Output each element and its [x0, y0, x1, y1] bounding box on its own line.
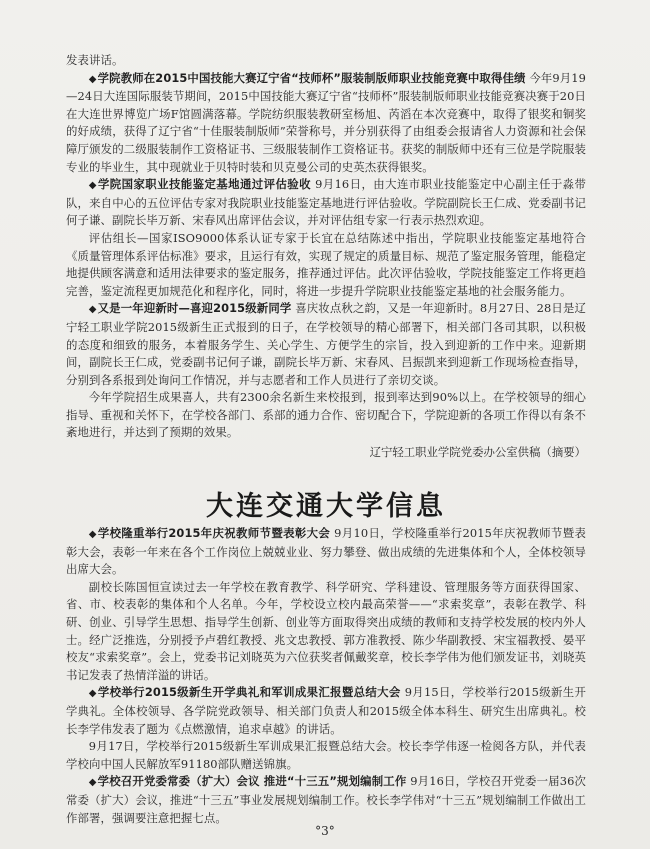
source-attribution: 辽宁轻工职业学院党委办公室供稿（摘要） [369, 445, 586, 460]
article-heading: 学院国家职业技能鉴定基地通过评估验收 [97, 177, 311, 192]
section-title: 大连交通大学信息 [206, 491, 446, 522]
lead-text: 发表讲话。 [66, 53, 124, 67]
article-party-meeting [66, 773, 586, 827]
article-body-paragraph: 9月17日，学校举行2015级新生军训成果汇报暨总结大会。校长李学伟逐一检阅各方队，并代表学校向中国人民解放军91180部队赠送锦旗。 [66, 739, 586, 771]
bullet-diamond-icon: ◆ [88, 777, 97, 789]
page-number: °3° [315, 824, 335, 838]
article-body: 9月16日，学校召开党委一届36次常委（扩大）会议，推进“十三五”事业发展规划编制工作。校长李学伟对“十三五”规划编制工作做出工作部署，强调要注意把握七点。 [66, 774, 586, 825]
section-two-body [66, 525, 586, 827]
section-two [66, 484, 586, 523]
article-heading: 学校举行2015级新生开学典礼和军训成果汇报暨总结大会 [97, 685, 401, 700]
bullet-diamond-icon: ◆ [88, 73, 97, 85]
article-heading: 学校隆重举行2015年庆祝教师节暨表彰大会 [97, 526, 331, 540]
article-body: 9月10日，学校隆重举行2015年庆祝教师节暨表彰大会，表彰一年来在各个工作岗位上兢兢业业、努力攀登、做出成绩的先进集体和个人，全体校领导出席大会。 [66, 526, 586, 577]
article-body: 喜庆妆点秋之韵，又是一年迎新时。8月27日、28日是辽宁轻工职业学院2015级新生正式报到的日子，在学校领导的精心部署下，相关部门各司其职，以积极的态度和细致的服务，本着服务学生、关心学生、方便学生的宗旨，投入到迎新的工作中来。迎新期间，副院长王仁成，党委副书记何子谦，副院长毕万新、宋春风、吕振凯来到迎新工作现场检查指导，分别到各系报到处询问工作情况，并与志愿者和工作人员进行了亲切交谈。 [66, 301, 586, 387]
article-body: 今年9月19—24日大连国际服装节期间，2015中国技能大赛辽宁省“技师杯”服装制版师职业技能竞赛决赛于20日在大连世界博览广场F馆圆满落幕。学院纺织服装教研室杨旭、芮滔在本次竞赛中，取得了银奖和铜奖的好成绩，获得了辽宁省“十佳服装制版师”荣誉称号，并分别获得了由组委会报请省人力资源和社会保障厅颁发的二级服装制作工资格证书、三级服装制作工资格证书。获奖的制版师中还有三位是学院服装专业的毕业生，其中现就业于贝特时装和贝克曼公司的史英杰获得银奖。 [66, 70, 587, 174]
article-heading: 学校召开党委常委（扩大）会议 推进“十三五”规划编制工作 [97, 774, 407, 789]
article-body: 9月15日，学校举行2015级新生开学典礼。全体校领导、各学院党政领导、相关部门负责人和2015级全体本科生、研究生出席典礼。校长李学伟发表了题为《点燃激情，追求卓越》的讲话。 [66, 685, 586, 736]
article-graduates-awards [66, 70, 586, 177]
article-skill-base [66, 176, 586, 230]
article-heading: 学院教师在2015中国技能大赛辽宁省“技师杯”服装制版师职业技能竞赛中取得佳绩 [97, 70, 526, 85]
bullet-diamond-icon: ◆ [88, 529, 97, 540]
article-body-paragraph: 今年学院招生成果喜人，共有2300余名新生来校报到，报到率达到90%以上。在学校领导的细心指导、重视和关怀下，在学校各部门、系部的通力合作、密切配合下，学院迎新的各项工作得以有条不紊地进行，并达到了预期的效果。 [66, 390, 586, 440]
article-freshmen [66, 300, 586, 389]
article-body-paragraph: 评估组长—国家ISO9000体系认证专家于长宜在总结陈述中指出，学院职业技能鉴定基地符合《质量管理体系评估标准》要求，且运行有效，实现了规定的质量目标、规范了鉴定服务管理，能稳定地提供顾客满意和适用法律要求的鉴定服务，推荐通过评估。此次评估验收，学院技能鉴定工作将更趋完善，鉴定流程更加规范化和程序化，同时，将进一步提升学院职业技能鉴定基地的社会服务能力。 [66, 230, 586, 298]
article-teachers-day [66, 525, 586, 579]
article-body-paragraph: 副校长陈国恒宣读过去一年学校在教育教学、科学研究、学科建设、管理服务等方面获得国家、省、市、校表彰的集体和个人名单。今年，学校设立校内最高荣誉——“求索奖章”，表彰在教学、科研、创业、引导学生思想、指导学生创新、创业等方面取得突出成绩的教师和支持学校发展的校内外人士。经广泛推选，分别授予卢碧红教授、兆文忠教授、郭方准教授、陈少华副教授、宋宝福教授、晏平校友“求索奖章”。会上，党委书记刘晓英为六位获奖者佩戴奖章，校长李学伟为他们颁发证书，刘晓英书记发表了热情洋溢的讲话。 [66, 579, 586, 682]
bullet-diamond-icon: ◆ [88, 304, 97, 316]
main-column [66, 52, 586, 462]
article-heading: 又是一年迎新时—喜迎2015级新同学 [97, 301, 292, 316]
bullet-diamond-icon: ◆ [88, 688, 97, 700]
bullet-diamond-icon: ◆ [88, 180, 97, 192]
article-opening-ceremony [66, 684, 586, 738]
article-body: 9月16日，由大连市职业技能鉴定中心副主任于淼带队，来自中心的五位评估专家对我院职业技能鉴定基地进行评估验收。学院副院长王仁成、党委副书记何子谦、副院长毕万新、宋春风出席评估会议，并对评估组专家一行表示热烈欢迎。 [66, 177, 586, 228]
